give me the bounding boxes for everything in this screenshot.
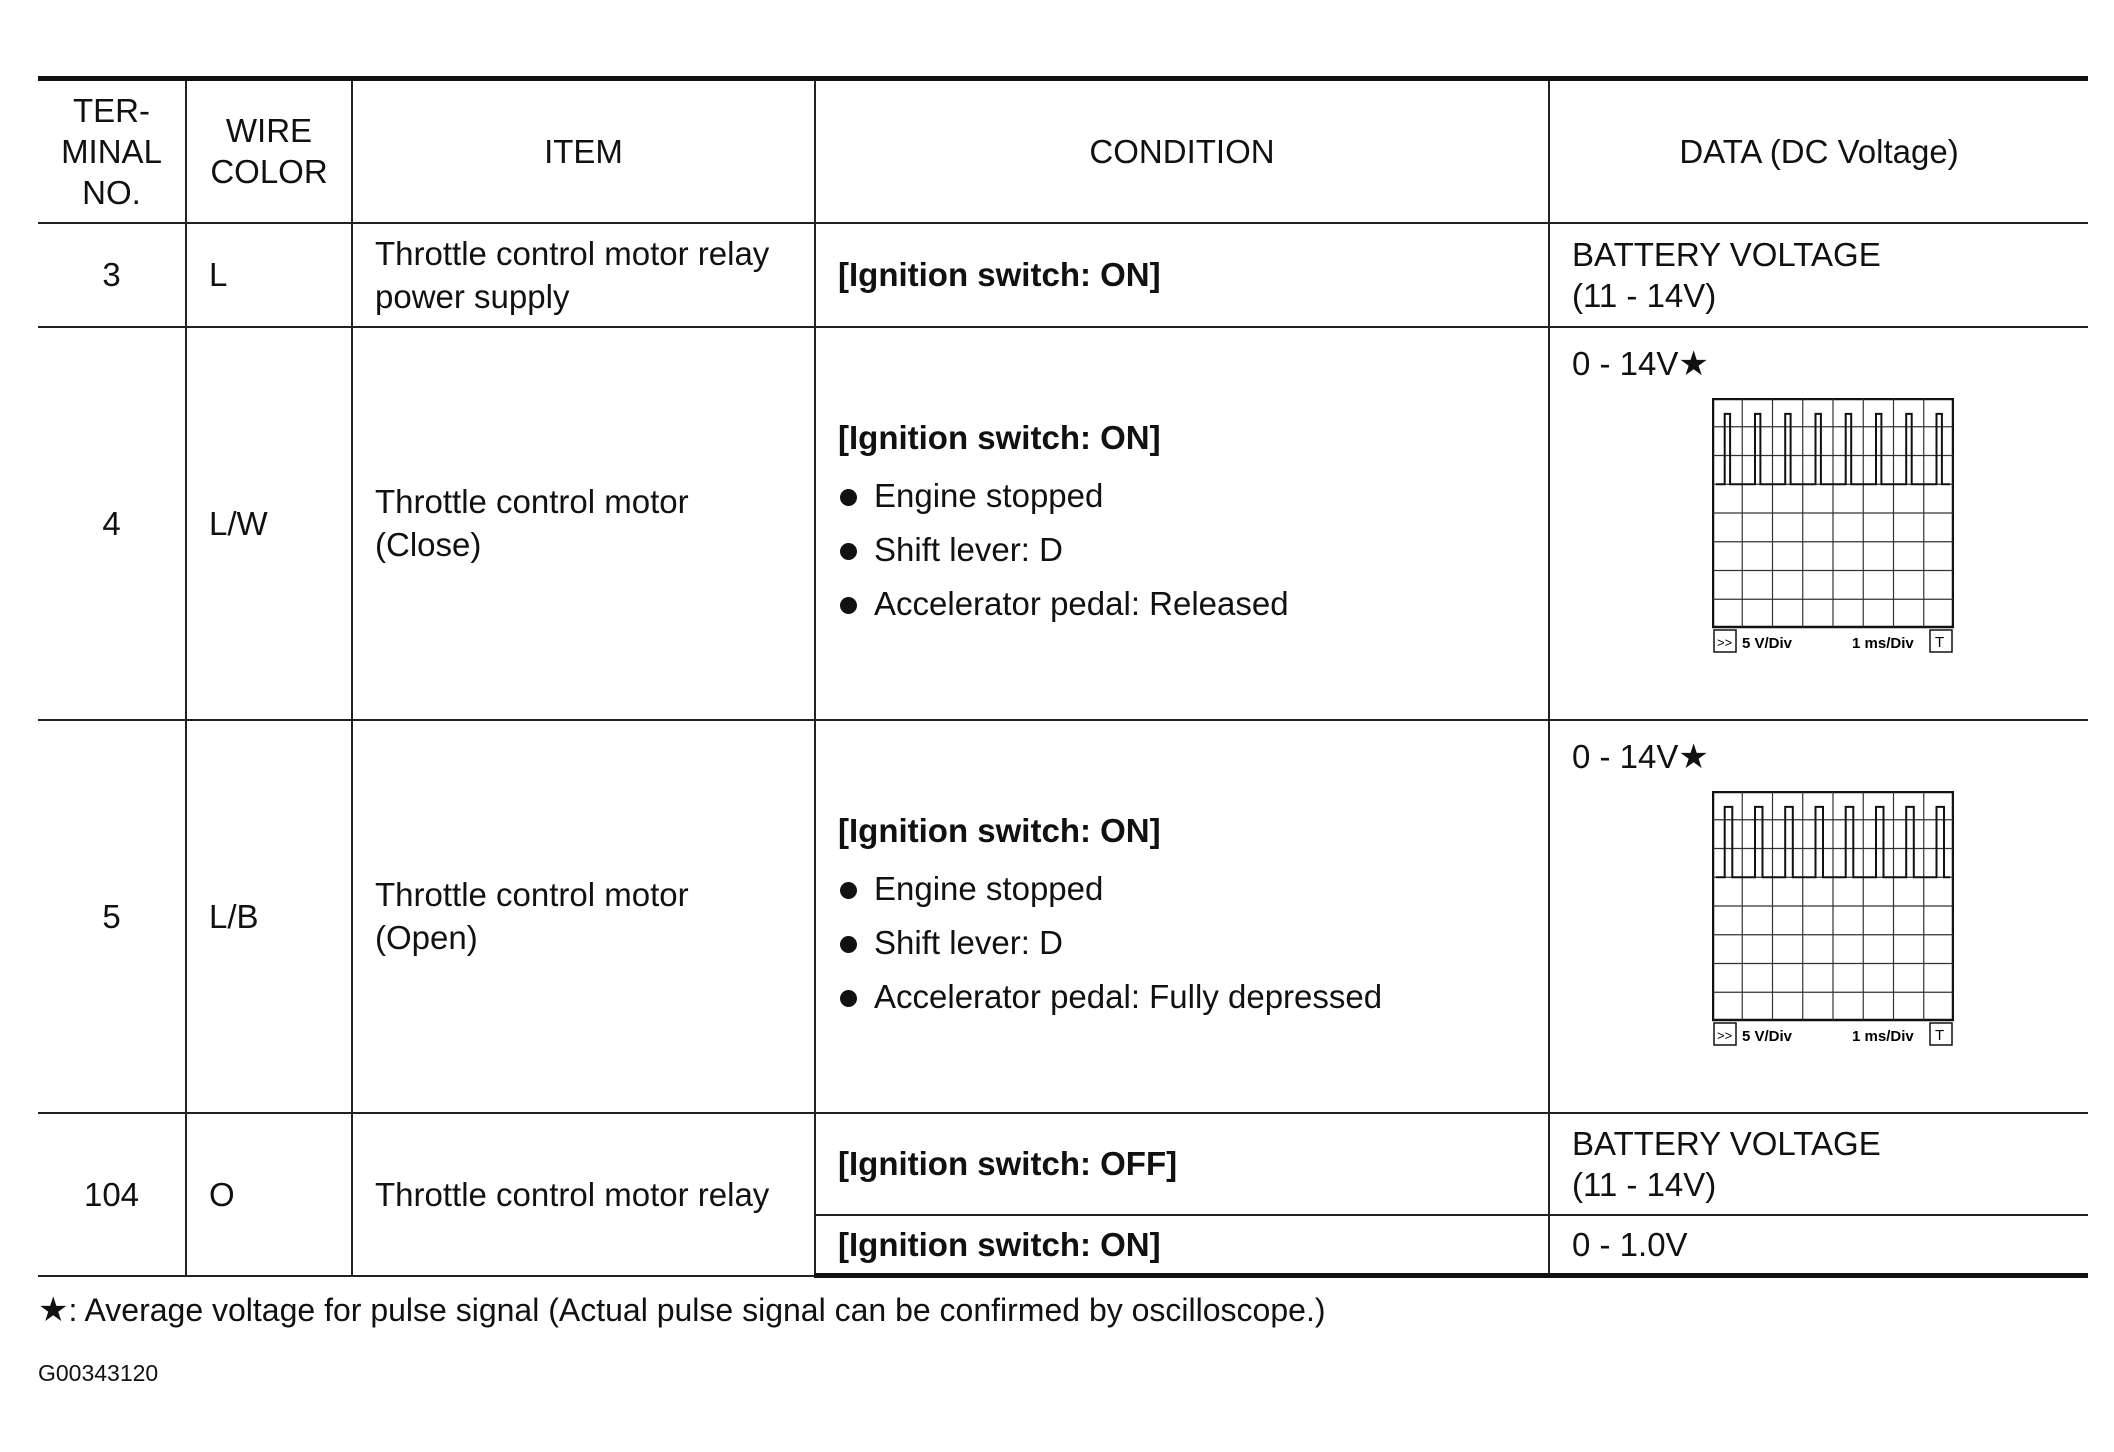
- wire-color: O: [186, 1113, 352, 1276]
- oscilloscope-waveform: [1712, 398, 1954, 656]
- terminal-number: 5: [38, 720, 186, 1113]
- scope-footer: [1714, 630, 1952, 652]
- header-wire-color: WIRE COLOR: [186, 79, 352, 223]
- condition-bullet-list: [838, 469, 1548, 631]
- wire-color: L/W: [186, 327, 352, 720]
- data-value: 0 - 1.0V: [1549, 1215, 2088, 1276]
- terminal-number: 3: [38, 223, 186, 327]
- condition-text: [Ignition switch: ON]: [838, 811, 1161, 849]
- list-item: Shift lever: D: [838, 523, 1548, 577]
- header-data: DATA (DC Voltage): [1549, 79, 2088, 223]
- document-id: G00343120: [38, 1360, 159, 1386]
- table-header-row: [38, 79, 2088, 223]
- condition-bullet-list: [838, 862, 1548, 1024]
- item-description: Throttle control motor (Close): [352, 327, 815, 720]
- trigger-label: T: [1935, 1026, 1945, 1044]
- data-value: BATTERY VOLTAGE (11 - 14V): [1549, 223, 2088, 327]
- scope-mode-label: >>: [1717, 634, 1733, 650]
- list-item: Engine stopped: [838, 862, 1548, 916]
- footnote-text: : Average voltage for pulse signal (Actual pulse signal can be confirmed by oscilloscope.): [68, 1292, 1326, 1328]
- terminal-data-table: [38, 76, 2088, 1278]
- voltage-text: 0 - 14V: [1572, 737, 1679, 775]
- trigger-label: T: [1935, 633, 1945, 651]
- scope-grid: [1713, 399, 1953, 627]
- list-item: Accelerator pedal: Fully depressed: [838, 970, 1548, 1024]
- star-icon: ★: [1678, 344, 1709, 383]
- header-terminal-no: TER- MINAL NO.: [38, 79, 186, 223]
- time-scale-label: 1 ms/Div: [1852, 634, 1914, 652]
- condition-cell: [815, 327, 1549, 720]
- wire-color: L: [186, 223, 352, 327]
- item-description: Throttle control motor (Open): [352, 720, 815, 1113]
- oscilloscope-display: [1712, 791, 1954, 1049]
- scope-grid: [1713, 792, 1953, 1020]
- footnote: [38, 1290, 1325, 1330]
- list-item: Accelerator pedal: Released: [838, 577, 1548, 631]
- voltage-text: 0 - 14V: [1572, 344, 1679, 382]
- condition-text: [Ignition switch: ON]: [815, 1215, 1549, 1276]
- table-row: [38, 223, 2088, 327]
- item-description: Throttle control motor relay: [352, 1113, 815, 1276]
- item-description: Throttle control motor relay power supply: [352, 223, 815, 327]
- time-scale-label: 1 ms/Div: [1852, 1027, 1914, 1045]
- list-item: Shift lever: D: [838, 916, 1548, 970]
- header-condition: CONDITION: [815, 79, 1549, 223]
- scope-footer: [1714, 1023, 1952, 1045]
- volt-scale-label: 5 V/Div: [1742, 634, 1793, 652]
- terminal-number: 4: [38, 327, 186, 720]
- star-icon: ★: [1678, 737, 1709, 776]
- condition-cell: [815, 720, 1549, 1113]
- table-row: [38, 327, 2088, 720]
- oscilloscope-display: [1712, 398, 1954, 656]
- star-icon: ★: [38, 1291, 69, 1329]
- volt-scale-label: 5 V/Div: [1742, 1027, 1793, 1045]
- specification-sheet: [38, 76, 2088, 1278]
- condition-text: [Ignition switch: ON]: [815, 223, 1549, 327]
- voltage-value: [1572, 344, 2088, 384]
- table-row: [38, 720, 2088, 1113]
- header-item: ITEM: [352, 79, 815, 223]
- data-cell: [1549, 720, 2088, 1113]
- oscilloscope-waveform: [1712, 791, 1954, 1049]
- voltage-value: [1572, 737, 2088, 777]
- terminal-number: 104: [38, 1113, 186, 1276]
- condition-text: [Ignition switch: OFF]: [815, 1113, 1549, 1215]
- wire-color: L/B: [186, 720, 352, 1113]
- list-item: Engine stopped: [838, 469, 1548, 523]
- data-value: BATTERY VOLTAGE (11 - 14V): [1549, 1113, 2088, 1215]
- scope-mode-label: >>: [1717, 1027, 1733, 1043]
- table-row: [38, 1113, 2088, 1215]
- condition-text: [Ignition switch: ON]: [838, 418, 1161, 456]
- data-cell: [1549, 327, 2088, 720]
